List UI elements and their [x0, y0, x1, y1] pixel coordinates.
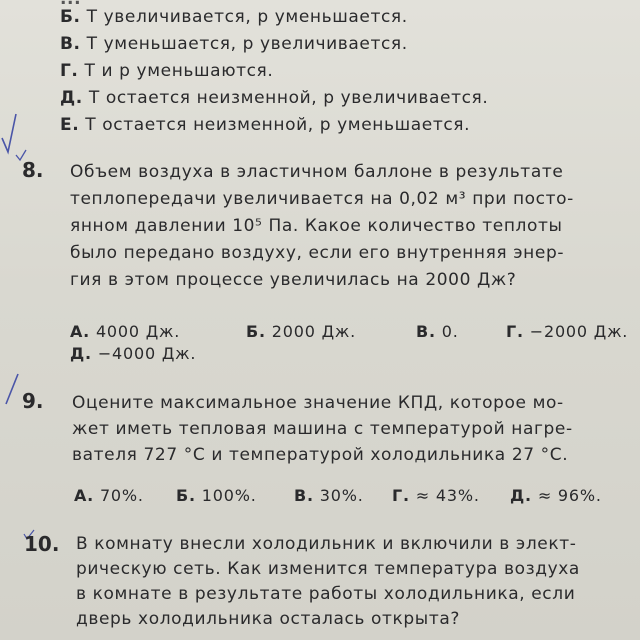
- q8-option-v: В. 0.: [416, 322, 459, 341]
- question-8-line-5: гия в этом процессе увеличилась на 2000 Дж?: [70, 270, 517, 290]
- question-8-line-3: янном давлении 10⁵ Па. Какое количество теплоты: [70, 216, 563, 236]
- question-10-line-1: В комнату внесли холодильник и включили в элект-: [76, 534, 577, 554]
- prev-option-d: Д. T остается неизменной, p увеличивается.: [60, 88, 489, 108]
- q8-option-b: Б. 2000 Дж.: [246, 322, 356, 341]
- prev-option-b: Б. T увеличивается, p уменьшается.: [60, 7, 408, 27]
- question-8-number: 8.: [22, 158, 44, 182]
- prev-option-v: В. T уменьшается, p увеличивается.: [60, 34, 408, 54]
- q9-option-g: Г. ≈ 43%.: [392, 486, 480, 505]
- q9-option-b: Б. 100%.: [176, 486, 257, 505]
- question-9-line-3: вателя 727 °С и температурой холодильника 27 °С.: [72, 445, 569, 465]
- question-8-line-1: Объем воздуха в эластичном баллоне в результате: [70, 162, 564, 182]
- question-8-line-2: теплопередачи увеличивается на 0,02 м³ при посто-: [70, 189, 574, 209]
- question-8-line-4: было передано воздуху, если его внутренняя энер-: [70, 243, 565, 263]
- q9-option-d: Д. ≈ 96%.: [510, 486, 602, 505]
- q9-option-a: А. 70%.: [74, 486, 144, 505]
- q8-option-d: Д. −4000 Дж.: [70, 344, 197, 363]
- question-10-line-3: в комнате в результате работы холодильника, если: [76, 584, 576, 604]
- q8-option-g: Г. −2000 Дж.: [506, 322, 629, 341]
- prev-option-g: Г. T и p уменьшаются.: [60, 61, 274, 81]
- question-9-line-2: жет иметь тепловая машина с температурой нагре-: [72, 419, 573, 439]
- question-9-number: 9.: [22, 389, 44, 413]
- pen-slash-mark: [2, 372, 22, 406]
- question-9-line-1: Оцените максимальное значение КПД, которое мо-: [72, 393, 564, 413]
- prev-option-e: Е. T остается неизменной, p уменьшается.: [60, 115, 471, 135]
- q8-option-a: А. 4000 Дж.: [70, 322, 181, 341]
- q9-option-v: В. 30%.: [294, 486, 364, 505]
- question-10-number: 10.: [24, 532, 60, 556]
- question-10-line-4: дверь холодильника осталась открыта?: [76, 609, 460, 629]
- question-10-line-2: рическую сеть. Как изменится температура воздуха: [76, 559, 580, 579]
